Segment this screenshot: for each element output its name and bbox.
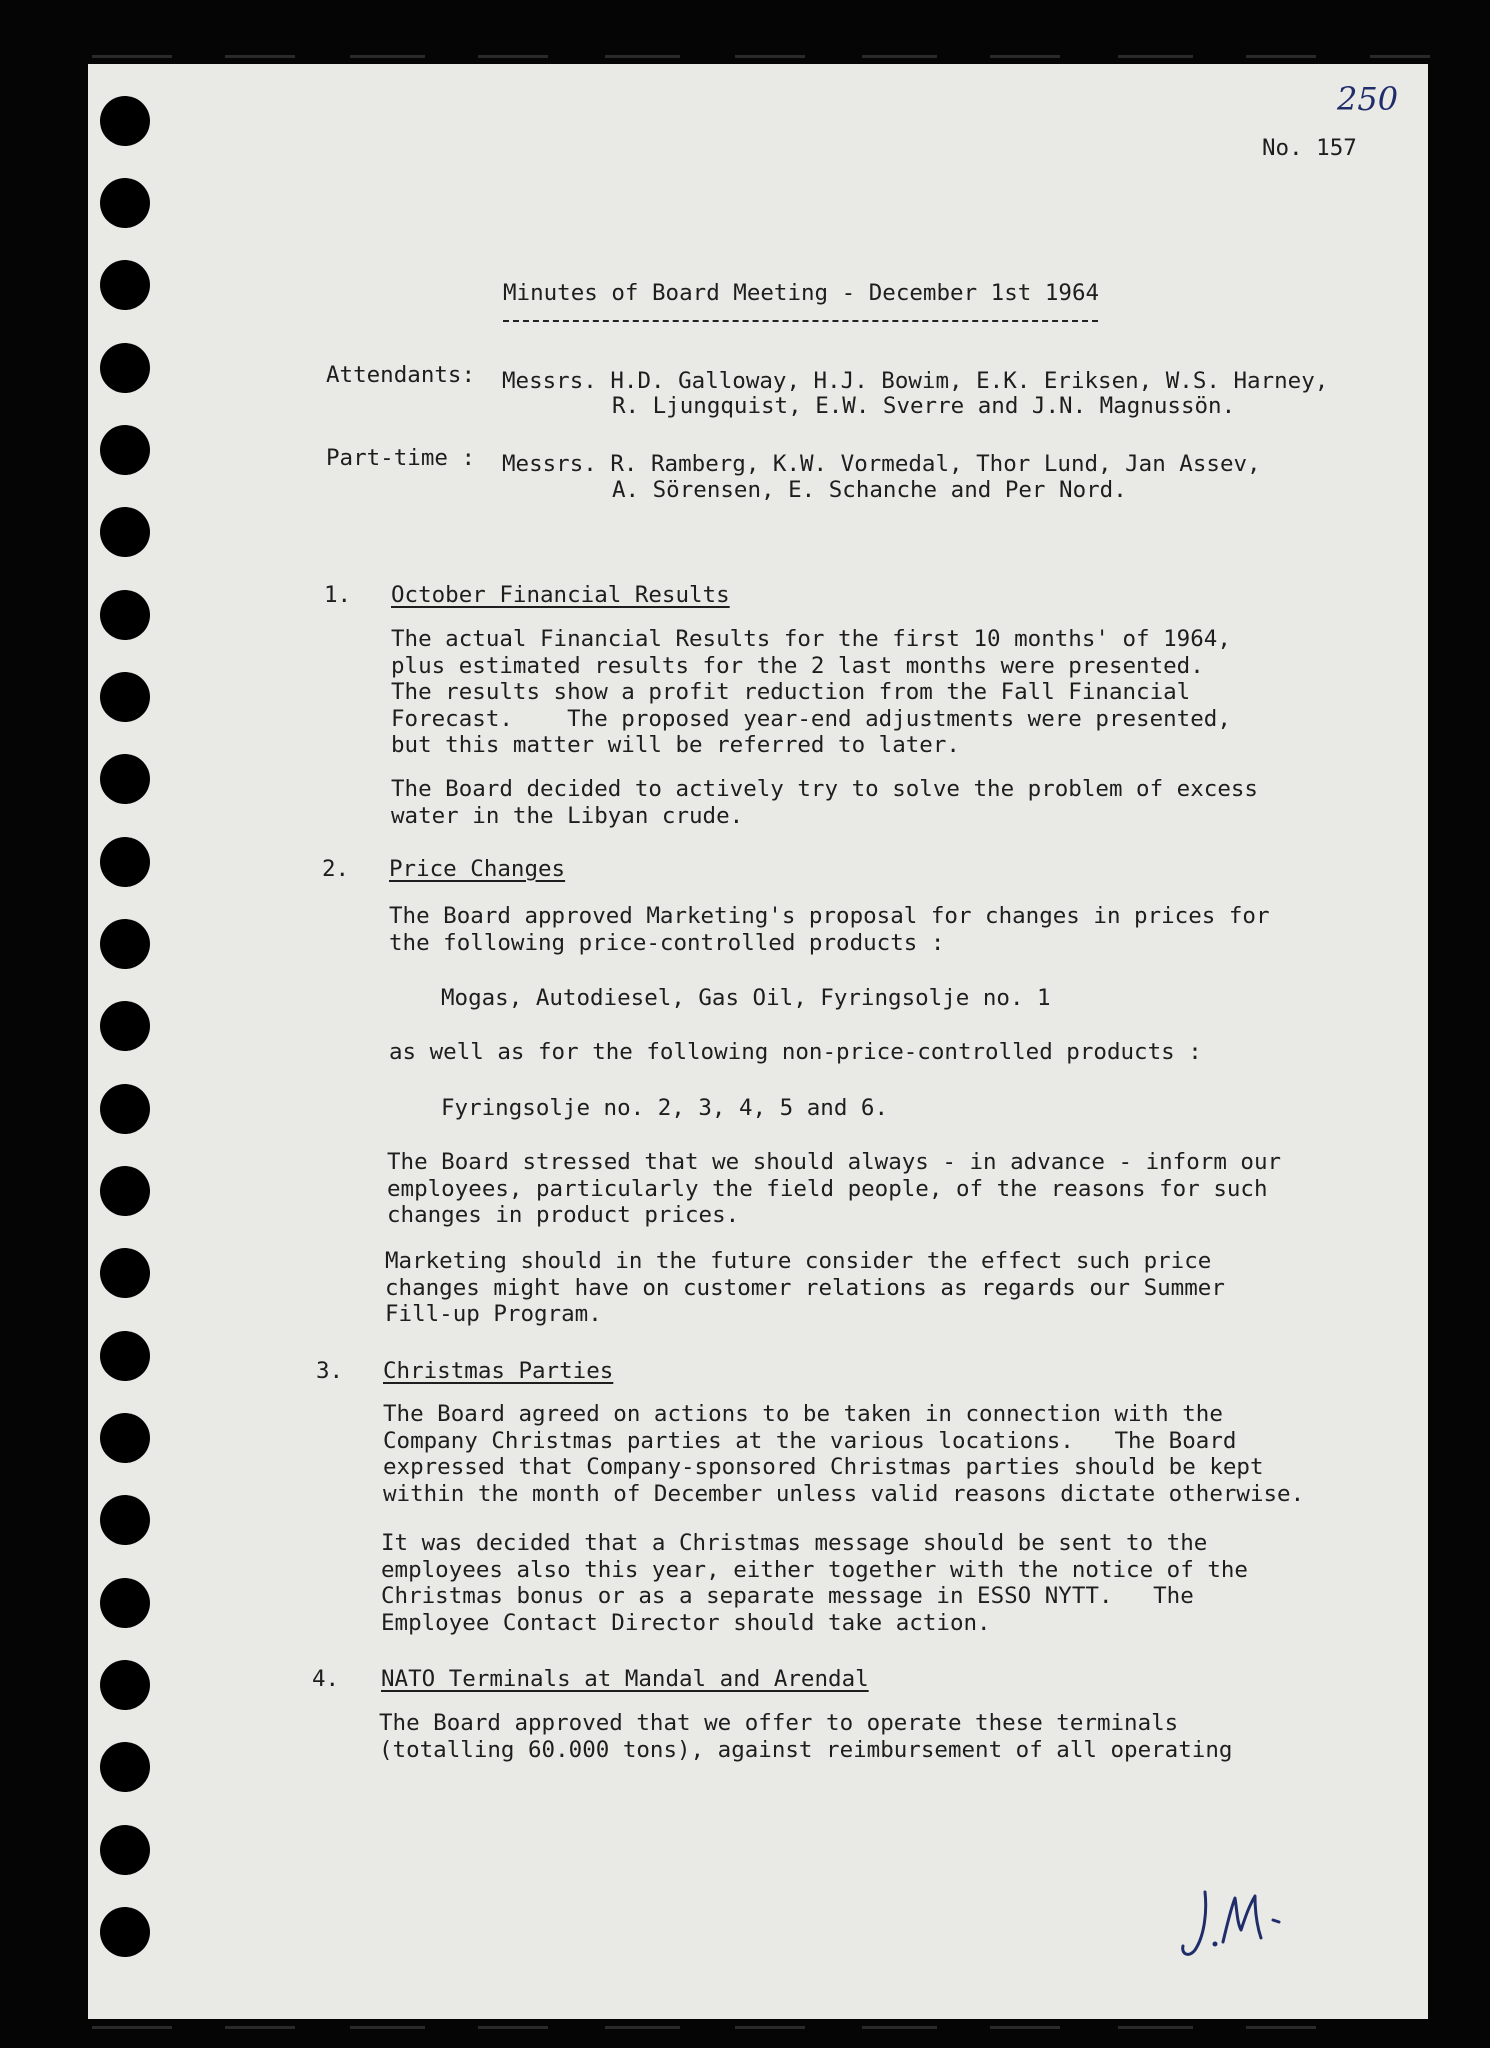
attendants-line: R. Ljungquist, E.W. Sverre and J.N. Magnussön. [612, 393, 1236, 419]
punch-hole [100, 96, 150, 146]
item-paragraph: The Board decided to actively try to solve the problem of excess water in the Libyan crude. [391, 776, 1258, 829]
edge-mark [862, 2026, 937, 2029]
page-title: Minutes of Board Meeting - December 1st 1964 [503, 280, 1100, 306]
punch-hole [100, 507, 150, 557]
part-time-line: Messrs. R. Ramberg, K.W. Vormedal, Thor Lund, Jan Assev, [502, 451, 1261, 477]
edge-mark [1370, 55, 1430, 58]
punch-hole [100, 590, 150, 640]
item-product-list: Fyringsolje no. 2, 3, 4, 5 and 6. [441, 1095, 889, 1121]
punch-hole [100, 1413, 150, 1463]
punch-hole [100, 343, 150, 393]
punch-hole [100, 1578, 150, 1628]
part-time-label: Part-time : [326, 445, 476, 471]
item-number: 2. [322, 856, 350, 882]
punch-hole [100, 260, 150, 310]
document-number: No. 157 [1262, 135, 1357, 161]
punch-hole [100, 1660, 150, 1710]
item-paragraph: The actual Financial Results for the first 10 months' of 1964, plus estimated results for the 2 last months were presented. The results show a profit reduction from the Fall Financial Forecast. The proposed year-end adjustments were presented, but this matter will be referred to later. [391, 626, 1231, 758]
edge-mark [350, 55, 425, 58]
title-dashed-rule [503, 320, 1098, 322]
edge-mark [478, 55, 548, 58]
item-paragraph: as well as for the following non-price-controlled products : [389, 1039, 1202, 1065]
punch-hole [100, 1331, 150, 1381]
edge-mark [605, 2026, 680, 2029]
item-heading: October Financial Results [391, 582, 730, 608]
edge-mark [478, 2026, 548, 2029]
edge-mark [735, 2026, 805, 2029]
edge-mark [225, 2026, 295, 2029]
edge-mark [735, 55, 805, 58]
item-paragraph: The Board stressed that we should always - in advance - inform our employees, particularly the field people, of the reasons for such changes in product prices. [387, 1149, 1282, 1228]
punch-hole [100, 1742, 150, 1792]
punch-hole [100, 1084, 150, 1134]
punch-hole [100, 1001, 150, 1051]
edge-mark [1246, 2026, 1316, 2029]
edge-mark [92, 55, 172, 58]
punch-hole [100, 1495, 150, 1545]
edge-mark [350, 2026, 425, 2029]
attendants-label: Attendants: [326, 362, 476, 388]
edge-mark [92, 2026, 172, 2029]
item-paragraph: The Board agreed on actions to be taken in connection with the Company Christmas parties at the various locations. The Board expressed that Company-sponsored Christmas parties should be kept within the month of December unless valid reasons dictate otherwise. [383, 1401, 1305, 1507]
edge-mark [990, 55, 1060, 58]
punch-hole [100, 1825, 150, 1875]
handwritten-page-number: 250 [1337, 80, 1399, 118]
item-paragraph: Marketing should in the future consider the effect such price changes might have on customer relations as regards our Summer Fill-up Program. [385, 1248, 1225, 1327]
item-paragraph: The Board approved Marketing's proposal for changes in prices for the following price-controlled products : [389, 903, 1270, 956]
item-heading: Price Changes [389, 856, 566, 882]
edge-mark [1246, 55, 1316, 58]
punch-hole [100, 754, 150, 804]
item-paragraph: It was decided that a Christmas message should be sent to the employees also this year, either together with the notice of the Christmas bonus or as a separate message in ESSO NYTT. The Employee Contact Director should take action. [381, 1530, 1248, 1636]
attendants-line: Messrs. H.D. Galloway, H.J. Bowim, E.K. Eriksen, W.S. Harney, [502, 368, 1329, 394]
signature-initials [1175, 1880, 1295, 1970]
item-number: 1. [324, 582, 352, 608]
punch-hole [100, 178, 150, 228]
item-paragraph: The Board approved that we offer to operate these terminals (totalling 60.000 tons), against reimbursement of all operating [379, 1710, 1233, 1763]
item-heading: NATO Terminals at Mandal and Arendal [381, 1666, 869, 1692]
item-number: 3. [316, 1358, 344, 1384]
punch-hole [100, 919, 150, 969]
punch-hole [100, 425, 150, 475]
punch-hole [100, 837, 150, 887]
punch-hole [100, 1166, 150, 1216]
punch-hole [100, 1248, 150, 1298]
edge-mark [605, 55, 680, 58]
item-heading: Christmas Parties [383, 1358, 614, 1384]
item-number: 4. [312, 1666, 340, 1692]
edge-mark [862, 55, 937, 58]
edge-mark [1118, 2026, 1193, 2029]
part-time-line: A. Sörensen, E. Schanche and Per Nord. [612, 477, 1127, 503]
edge-mark [225, 55, 295, 58]
punch-hole [100, 672, 150, 722]
edge-mark [990, 2026, 1060, 2029]
edge-mark [1118, 55, 1193, 58]
punch-hole [100, 1907, 150, 1957]
item-product-list: Mogas, Autodiesel, Gas Oil, Fyringsolje no. 1 [441, 985, 1051, 1011]
